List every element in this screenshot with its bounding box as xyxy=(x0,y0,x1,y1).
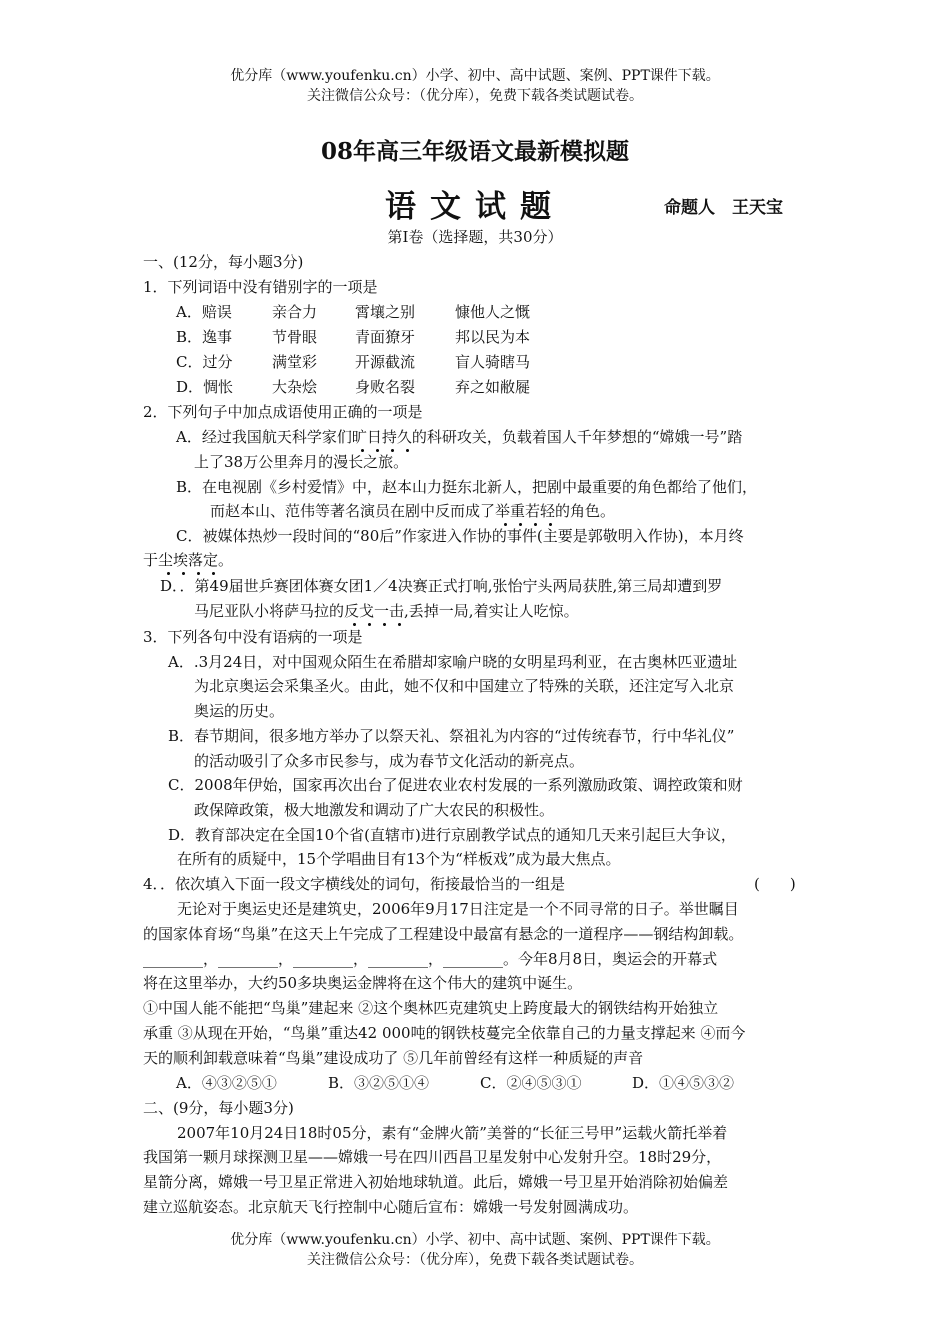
q4-paragraph-line3: ________，________，________，________，________。今年8月8日，奥运会的开幕式 xyxy=(143,950,718,968)
q3-option-a-line1: A．.3月24日，对中国观众陌生在希腊却家喻户晓的女明星玛利亚，在古奥林匹亚遗址 xyxy=(168,653,738,671)
q3-stem: 3．下列各句中没有语病的一项是 xyxy=(143,628,363,646)
q3-option-a-line3: 奥运的历史。 xyxy=(194,702,285,720)
q2-b-idiom: 举重若轻 xyxy=(495,502,556,520)
q1-stem: 1．下列词语中没有错别字的一项是 xyxy=(143,278,378,296)
q2-stem: 2．下列句子中加点成语使用正确的一项是 xyxy=(143,403,423,421)
q2-option-b-line2: 而赵本山、范伟等著名演员在剧中反而成了举重若轻的角色。 xyxy=(210,502,616,520)
q4-choices-line2: 承重 ③从现在开始，“鸟巢”重达42 000吨的钢铁枝蔓完全依靠自己的力量支撑起来 ④而今 xyxy=(143,1024,746,1042)
q3-option-d-line2: 在所有的质疑中，15个学唱曲目有13个为“样板戏”成为最大焦点。 xyxy=(177,850,621,868)
q4-answer-paren: ( ) xyxy=(754,875,796,893)
q4-choices-line1: ①中国人能不能把“鸟巢”建起来 ②这个奥林匹克建筑史上跨度最大的钢铁结构开始独立 xyxy=(143,999,719,1017)
q3-option-b-line2: 的活动吸引了众多市民参与，成为春节文化活动的新亮点。 xyxy=(194,752,585,770)
q4-paragraph-line4: 将在这里举办，大约50多块奥运金牌将在这个伟大的建筑中诞生。 xyxy=(143,974,583,992)
passage-line2: 我国第一颗月球探测卫星——嫦娥一号在四川西昌卫星发射中心发射升空。18时29分， xyxy=(143,1148,722,1166)
q4-answers: A．④③②⑤① B．③②⑤①④ C．②④⑤③① D．①④⑤③② xyxy=(176,1074,735,1092)
q3-option-a-line2: 为北京奥运会采集圣火。由此，她不仅和中国建立了特殊的关联，还注定写入北京 xyxy=(194,677,735,695)
q1-option-c: C．过分 满堂彩 开源截流 盲人骑瞎马 xyxy=(176,353,531,371)
footer-line-1: 优分库（www.youfenku.cn）小学、初中、高中试题、案例、PPT课件下载。 xyxy=(230,1232,720,1248)
q2-d-idiom: 反戈一击 xyxy=(344,602,405,620)
exam-title: 08年高三年级语文最新模拟题 xyxy=(320,138,629,165)
q3-option-c-line2: 政保障政策，极大地激发和调动了广大农民的积极性。 xyxy=(194,801,555,819)
q3-option-c-line1: C．2008年伊始，国家再次出台了促进农业农村发展的一系列激励政策、调控政策和财 xyxy=(168,776,743,794)
q4-paragraph-line2: 的国家体育场“鸟巢”在这天上午完成了工程建设中最富有悬念的一道程序——钢结构卸载。 xyxy=(143,925,744,943)
q2-c-idiom: 尘埃落定 xyxy=(158,551,219,569)
passage-line1: 2007年10月24日18时05分，素有“金牌火箭”美誉的“长征三号甲”运载火箭托举着 xyxy=(177,1124,728,1142)
q3-option-d-line1: D．教育部决定在全国10个省(直辖市)进行京剧教学试点的通知几天来引起巨大争议， xyxy=(168,826,736,844)
q2-a-idiom: 旷日持久 xyxy=(351,428,412,446)
header-line-1: 优分库（www.youfenku.cn）小学、初中、高中试题、案例、PPT课件下载。 xyxy=(230,68,720,84)
volume-heading: 第Ⅰ卷（选择题，共30分） xyxy=(387,228,563,246)
header-line-2: 关注微信公众号：（优分库），免费下载各类试题试卷。 xyxy=(307,88,643,104)
q2-option-b-line1: B．在电视剧《乡村爱情》中，赵本山力挺东北新人，把剧中最重要的角色都给了他们， xyxy=(176,478,758,496)
q4-choices-line3: 天的顺利卸载意味着“鸟巢”建设成功了 ⑤几年前曾经有这样一种质疑的声音 xyxy=(143,1049,644,1067)
section-2-heading: 二、(9分，每小题3分) xyxy=(143,1099,294,1117)
q4-stem: 4．．依次填入下面一段文字横线处的词句，衔接最恰当的一组是 xyxy=(143,875,566,893)
q4-paragraph-line1: 无论对于奥运史还是建筑史，2006年9月17日注定是一个不同寻常的日子。举世瞩目 xyxy=(177,900,739,918)
footer-line-2: 关注微信公众号：（优分库），免费下载各类试题试卷。 xyxy=(307,1252,643,1268)
exam-subtitle: 语文试题 xyxy=(385,189,565,225)
q3-option-b-line1: B．春节期间，很多地方举办了以祭天礼、祭祖礼为内容的“过传统春节，行中华礼仪” xyxy=(168,727,735,745)
q2-option-a-line2: 上了38万公里奔月的漫长之旅。 xyxy=(194,453,409,471)
q2-option-c-line1: C．被媒体热炒一段时间的“80后”作家进入作协的事件(主要是郭敬明入作协)，本月终 xyxy=(176,527,744,545)
section-1-heading: 一、(12分，每小题3分) xyxy=(143,253,304,271)
q2-option-d-line1: D．．第49届世乒赛团体赛女团1／4决赛正式打响,张怡宁头两局获胜,第三局却遭到罗 xyxy=(160,577,723,595)
q2-option-d-line2: 马尼亚队小将萨马拉的反戈一击,丢掉一局,着实让人吃惊。 xyxy=(194,602,579,620)
q1-option-b: B．逸事 节骨眼 青面獠牙 邦以民为本 xyxy=(176,328,531,346)
passage-line3: 星箭分离，嫦娥一号卫星正常进入初始地球轨道。此后，嫦娥一号卫星开始消除初始偏差 xyxy=(143,1173,729,1191)
q2-option-c-line2: 于尘埃落定。 xyxy=(143,551,234,569)
q1-option-d: D．惆怅 大杂烩 身败名裂 弃之如敝屣 xyxy=(176,378,531,396)
q1-option-a: A．赔误 亲合力 霄壤之别 慷他人之慨 xyxy=(176,303,531,321)
author: 命题人 王天宝 xyxy=(664,198,783,218)
passage-line4: 建立巡航姿态。北京航天飞行控制中心随后宣布：嫦娥一号发射圆满成功。 xyxy=(143,1198,639,1216)
q2-option-a-line1: A．经过我国航天科学家们旷日持久的科研攻关，负载着国人千年梦想的“嫦娥一号”踏 xyxy=(176,428,743,446)
